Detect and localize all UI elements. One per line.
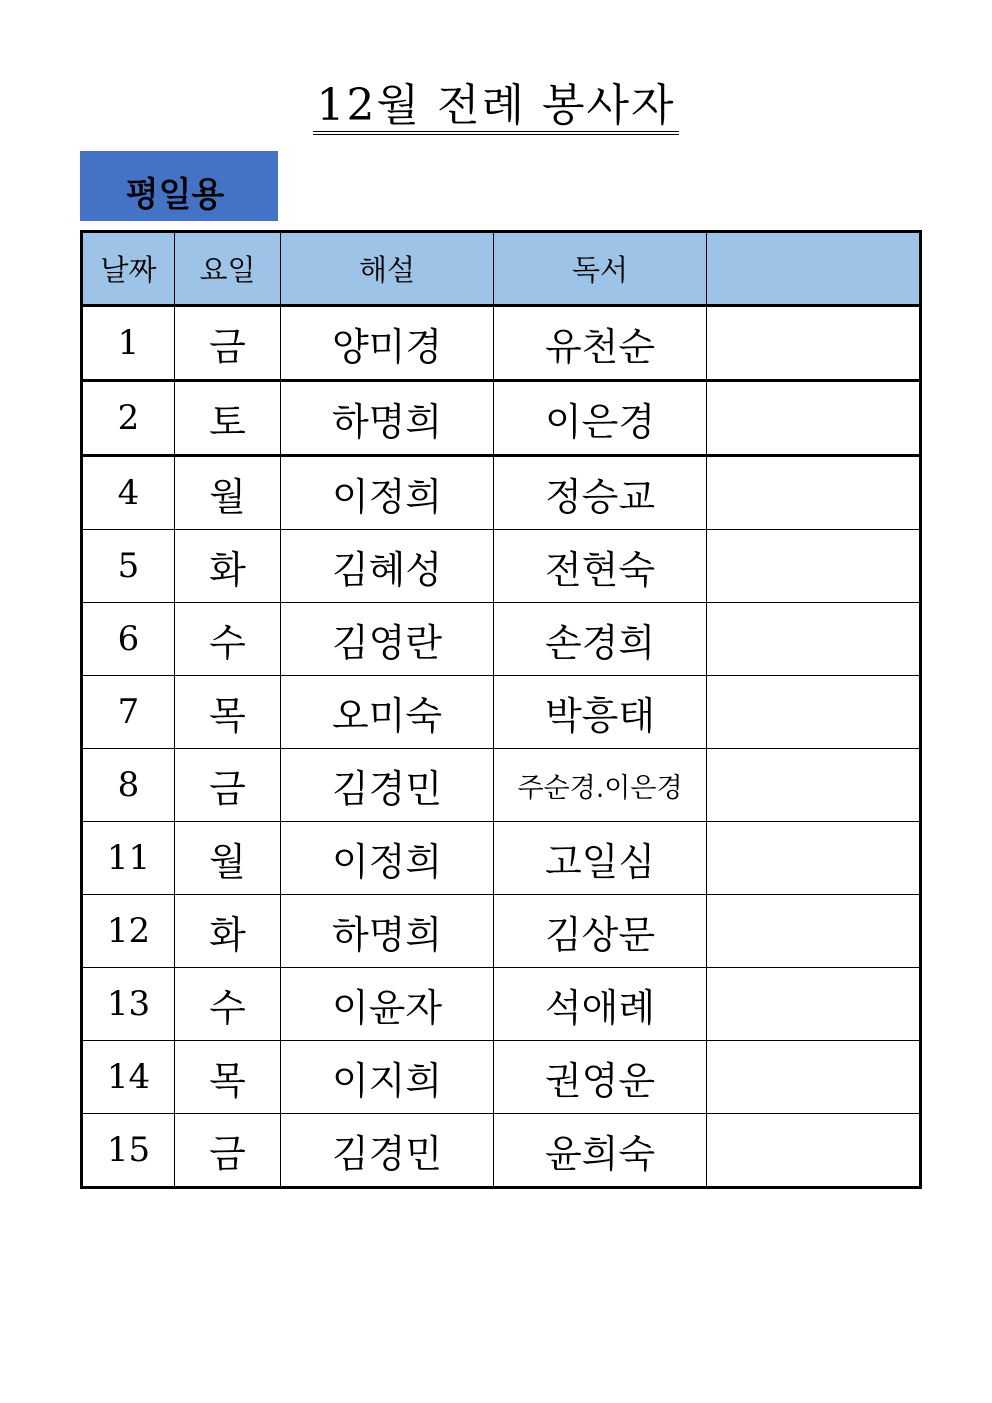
date-cell: 2 <box>82 381 175 456</box>
commentator-cell: 양미경 <box>281 306 494 381</box>
day-cell: 수 <box>175 603 281 676</box>
table-row <box>82 822 921 895</box>
day-cell: 화 <box>175 530 281 603</box>
extra-cell <box>707 306 921 381</box>
reader-cell: 고일심 <box>494 822 707 895</box>
date-cell: 1 <box>82 306 175 381</box>
table-row <box>82 381 921 456</box>
reader-cell: 박흥태 <box>494 676 707 749</box>
page-title-text: 12월 전례 봉사자 <box>313 81 680 135</box>
reader-cell: 유천순 <box>494 306 707 381</box>
header-extra <box>707 232 921 306</box>
day-cell: 화 <box>175 895 281 968</box>
extra-cell <box>707 456 921 530</box>
extra-cell <box>707 1114 921 1188</box>
header-day: 요일 <box>175 232 281 306</box>
extra-cell <box>707 749 921 822</box>
reader-cell: 정승교 <box>494 456 707 530</box>
table-row <box>82 306 921 381</box>
table-row <box>82 1041 921 1114</box>
page-title <box>0 78 992 135</box>
date-cell: 13 <box>82 968 175 1041</box>
commentator-cell: 이윤자 <box>281 968 494 1041</box>
reader-cell: 손경희 <box>494 603 707 676</box>
commentator-cell: 이정희 <box>281 456 494 530</box>
date-cell: 5 <box>82 530 175 603</box>
commentator-cell: 김혜성 <box>281 530 494 603</box>
reader-cell: 이은경 <box>494 381 707 456</box>
date-cell: 4 <box>82 456 175 530</box>
date-cell: 7 <box>82 676 175 749</box>
header-reader: 독서 <box>494 232 707 306</box>
extra-cell <box>707 530 921 603</box>
date-cell: 8 <box>82 749 175 822</box>
commentator-cell: 김영란 <box>281 603 494 676</box>
day-cell: 월 <box>175 456 281 530</box>
extra-cell <box>707 676 921 749</box>
reader-cell: 전현숙 <box>494 530 707 603</box>
date-cell: 6 <box>82 603 175 676</box>
table-row <box>82 968 921 1041</box>
commentator-cell: 하명희 <box>281 381 494 456</box>
date-cell: 11 <box>82 822 175 895</box>
section-label: 평일용 <box>80 151 278 221</box>
table-row <box>82 676 921 749</box>
day-cell: 토 <box>175 381 281 456</box>
reader-cell: 김상문 <box>494 895 707 968</box>
date-cell: 14 <box>82 1041 175 1114</box>
extra-cell <box>707 895 921 968</box>
extra-cell <box>707 968 921 1041</box>
header-commentator: 해설 <box>281 232 494 306</box>
day-cell: 목 <box>175 676 281 749</box>
extra-cell <box>707 822 921 895</box>
extra-cell <box>707 1041 921 1114</box>
table-row <box>82 603 921 676</box>
commentator-cell: 이지희 <box>281 1041 494 1114</box>
commentator-cell: 김경민 <box>281 1114 494 1188</box>
date-cell: 15 <box>82 1114 175 1188</box>
table-row <box>82 749 921 822</box>
header-row <box>82 232 921 306</box>
day-cell: 목 <box>175 1041 281 1114</box>
reader-cell: 주순경.이은경 <box>494 749 707 822</box>
table-body <box>82 306 921 1188</box>
commentator-cell: 이정희 <box>281 822 494 895</box>
date-cell: 12 <box>82 895 175 968</box>
day-cell: 금 <box>175 749 281 822</box>
reader-cell: 권영운 <box>494 1041 707 1114</box>
table-header <box>82 232 921 306</box>
day-cell: 금 <box>175 1114 281 1188</box>
table-row <box>82 456 921 530</box>
schedule-table <box>80 230 922 1189</box>
day-cell: 월 <box>175 822 281 895</box>
extra-cell <box>707 381 921 456</box>
day-cell: 수 <box>175 968 281 1041</box>
day-cell: 금 <box>175 306 281 381</box>
commentator-cell: 김경민 <box>281 749 494 822</box>
table-row <box>82 530 921 603</box>
extra-cell <box>707 603 921 676</box>
table-row <box>82 1114 921 1188</box>
reader-cell: 윤희숙 <box>494 1114 707 1188</box>
reader-cell: 석애례 <box>494 968 707 1041</box>
header-date: 날짜 <box>82 232 175 306</box>
commentator-cell: 오미숙 <box>281 676 494 749</box>
table-row <box>82 895 921 968</box>
commentator-cell: 하명희 <box>281 895 494 968</box>
